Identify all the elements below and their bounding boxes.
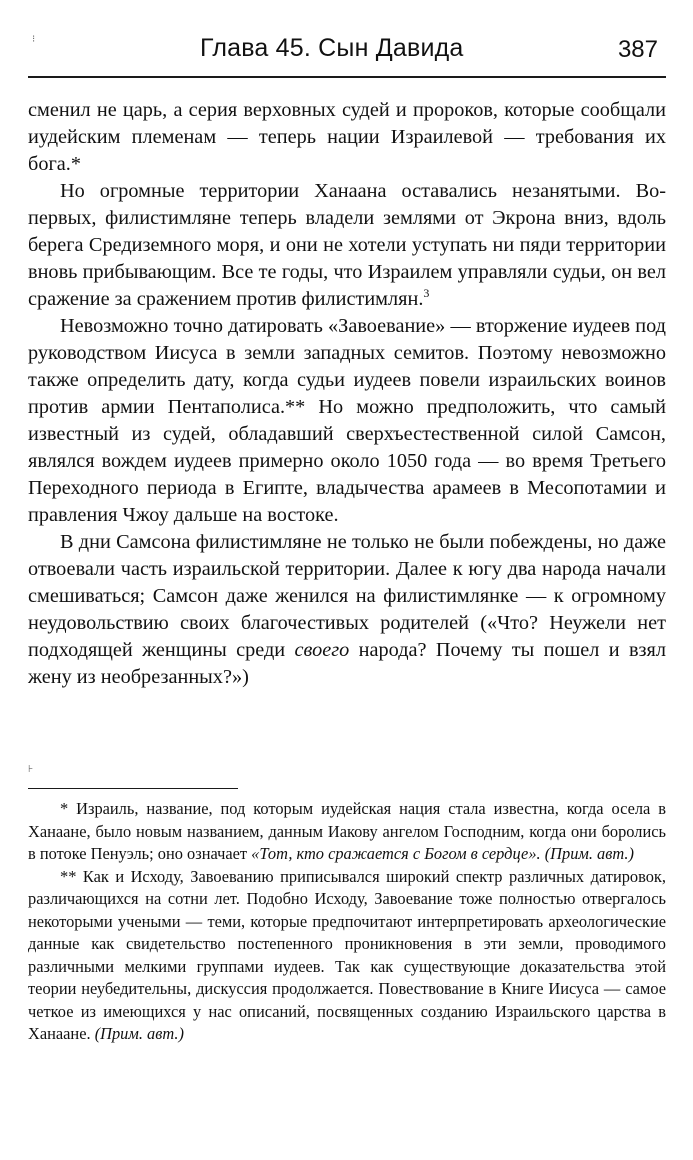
paragraph-2	[28, 178, 666, 313]
paragraph-3	[28, 313, 666, 529]
paragraph-1	[28, 97, 666, 178]
paragraph-1-text: сменил не царь, а серия верховных судей и пророков, которые сообщали иудейским племенам — теперь нации Израилевой — требования их бога.*	[28, 99, 666, 175]
footnotes	[28, 798, 666, 1046]
chapter-title: Глава 45. Сын Давида	[200, 34, 464, 62]
main-text	[28, 97, 666, 691]
page-number: 387	[617, 36, 658, 63]
footnote-1-text: * Израиль, название, под которым иудейская нация стала известна, когда осела в Ханаане, было новым названием, данным Иакову ангелом Господним, когда они боролись в потоке Пенуэль; оно означает	[28, 799, 666, 863]
footnote-1-italic: «Тот, кто сражается с Богом в сердце». (Прим. авт.)	[251, 844, 634, 863]
margin-mark: ⊦	[28, 764, 34, 775]
paragraph-4-italic: своего	[294, 639, 350, 661]
margin-mark: ⁝	[32, 34, 36, 45]
paragraph-3-text: Невозможно точно датировать «Завоевание» — вторжение иудеев под руководством Иисуса в земли западных семитов. Поэтому невозможно также определить дату, когда судьи иудеев повели израильских воинов против армии Пентаполиса.** Но можно предположить, что самый известный из судей, обладавший сверхъестественной силой Самсон, являлся вождем иудеев примерно около 1050 года — во время Третьего Переходного периода в Египте, владычества арамеев в Месопотамии и правления Чжоу дальше на востоке.	[28, 315, 666, 526]
running-header	[28, 30, 666, 78]
paragraph-2-text: Но огромные территории Ханаана оставались незанятыми. Во-первых, филистимляне теперь владели землями от Экрона вниз, вдоль берега Средиземного моря, и они не хотели уступать ни пяди территории вновь прибывающим. Все те годы, что Израилем управляли судьи, он вел сражение за сражением против филистимлян.	[28, 180, 666, 310]
paragraph-4-text: В дни Самсона филистимляне не только не были побеждены, но даже отвоевали часть израильской территории. Далее к югу два народа начали смешиваться; Самсон даже женился на филистимлянке — к огромному неудовольствию своих благочестивых родителей («Что? Неужели нет подходящей женщины среди	[28, 531, 666, 661]
footnote-2-text: ** Как и Исходу, Завоеванию приписывался широкий спектр различных датировок, различающихся на сотни лет. Подобно Исходу, Завоевание тоже полностью отвергалось некоторыми учеными — теми, которые предпочитают интерпретировать археологические данные как свидетельство постепенного проникновения в эти земли, проводимого различными мелкими группами иудеев. Так как существующие доказательства этой теории неубедительны, дискуссия продолжается. Повествование в Книге Иисуса — самое четкое из имеющихся у нас описаний, посвященных созданию Израильского царства в Ханаане.	[28, 866, 666, 1043]
footnote-divider	[28, 788, 238, 789]
footnote-2	[28, 866, 666, 1046]
paragraph-4	[28, 529, 666, 691]
endnote-marker: 3	[423, 286, 430, 301]
paragraph-4-text-end: народа? Почему ты пошел и взял жену из необрезанных?»)	[28, 639, 666, 688]
footnote-1	[28, 798, 666, 866]
footnote-2-italic: (Прим. авт.)	[94, 1024, 184, 1043]
